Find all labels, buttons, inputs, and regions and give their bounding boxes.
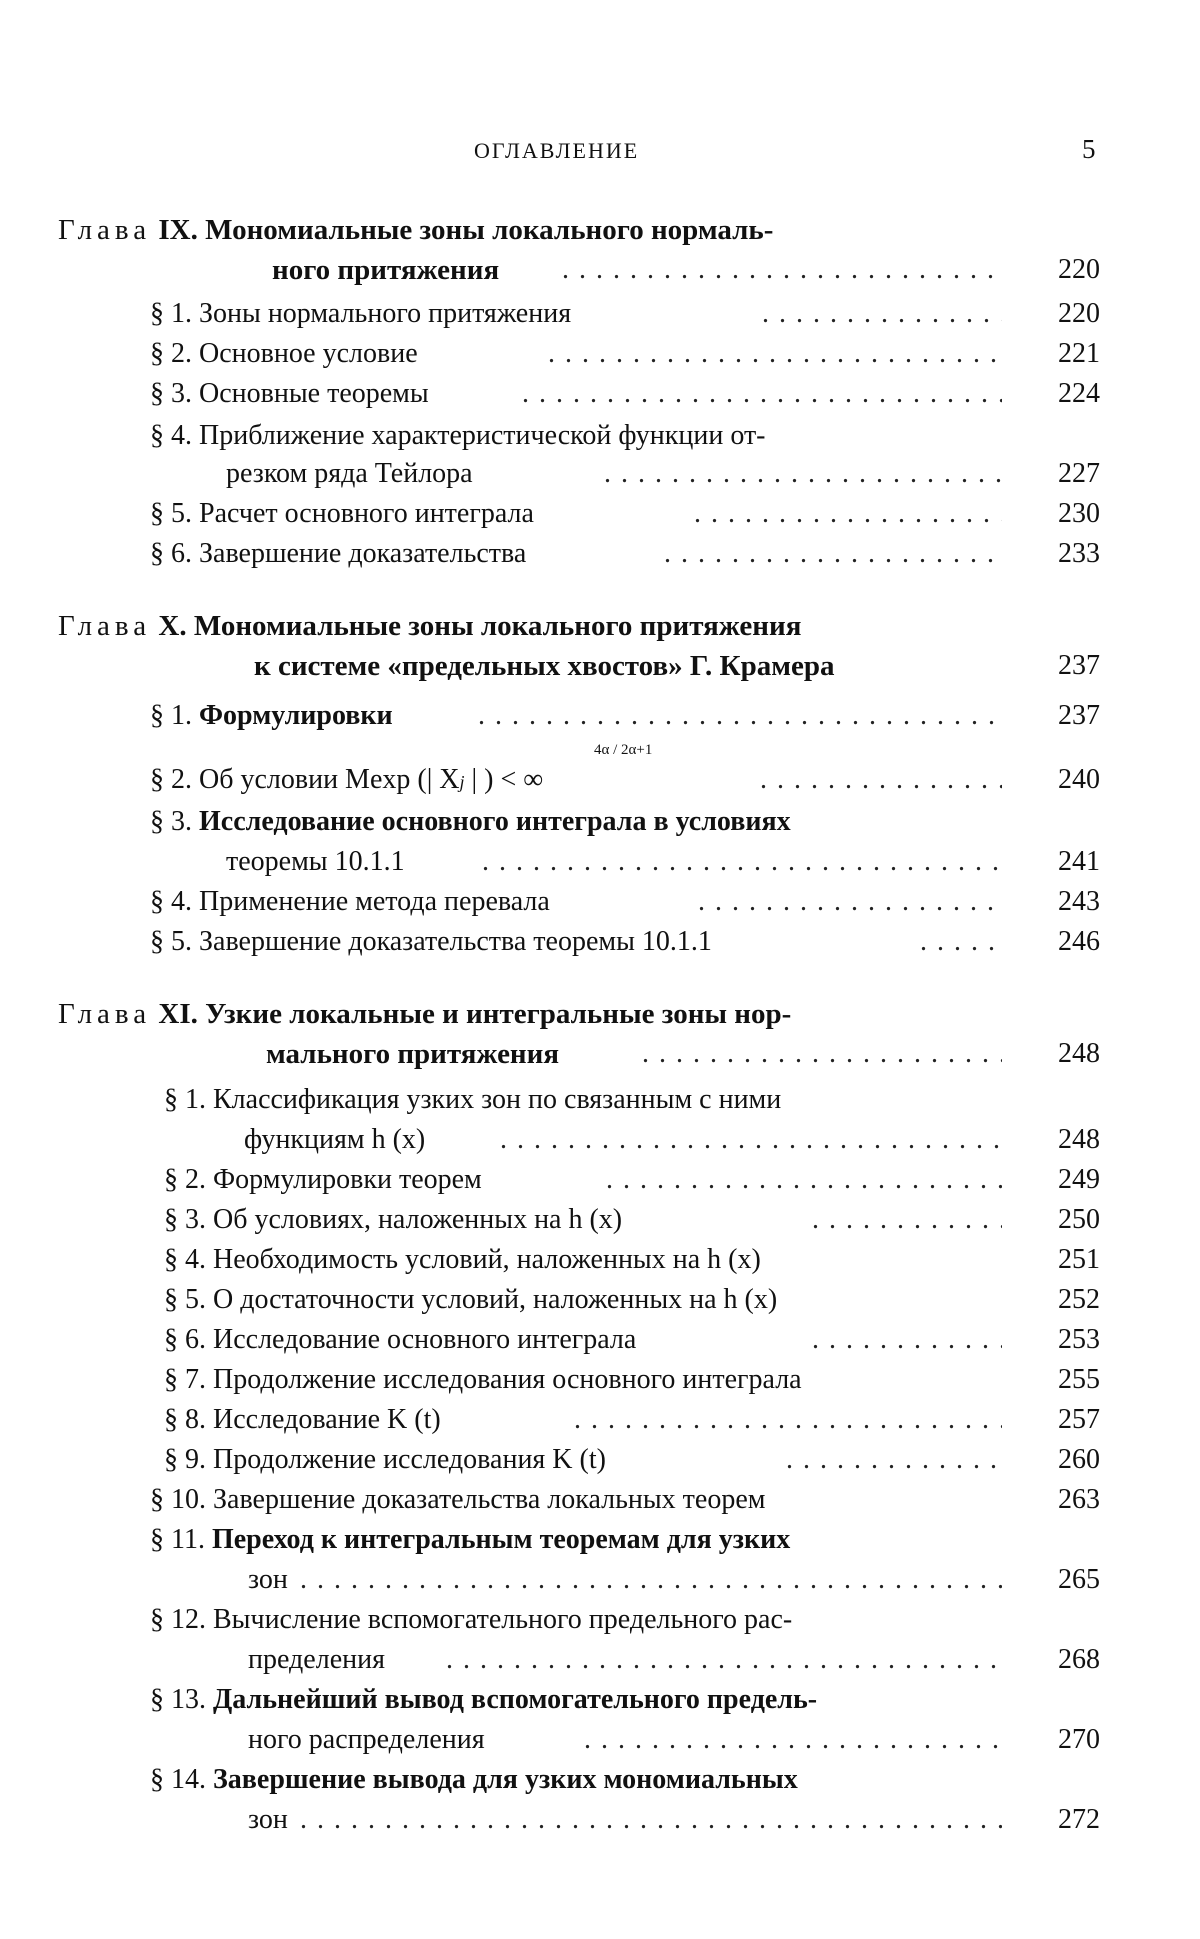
section-page: 221 [1020, 334, 1100, 374]
leader-dots: .................... [694, 494, 1002, 534]
chapter-label: Глава [58, 998, 151, 1030]
header-title: ОГЛАВЛЕНИЕ [474, 138, 639, 164]
chapter-title-cont: мального притяжения [266, 1034, 559, 1074]
section-number: § 4. [150, 420, 192, 451]
section-title: Об условии Mexp (| X [199, 764, 460, 795]
section-title: Расчет основного интеграла [199, 498, 534, 529]
section-number: § 2. [150, 764, 192, 795]
section-page: 243 [1020, 882, 1100, 922]
section-number: § 8. [164, 1404, 206, 1435]
section-title: Формулировки теорем [213, 1164, 482, 1195]
section-title: О достаточности условий, наложенных на h (x) [213, 1284, 777, 1315]
section-page: 233 [1020, 534, 1100, 574]
section-number: § 11. [150, 1524, 205, 1555]
chapter-title-cont: к системе «предельных хвостов» Г. Крамера [254, 646, 834, 686]
section-title: Завершение доказательства локальных теорем [213, 1484, 765, 1515]
page-header [0, 138, 1200, 172]
section-title: Дальнейший вывод вспомогательного предель- [213, 1684, 817, 1715]
section-title: Исследование K (t) [213, 1404, 441, 1435]
leader-dots: ............ [812, 1320, 1002, 1360]
leader-dots: ..... [920, 922, 1002, 962]
section-page: 237 [1020, 696, 1100, 736]
section-title: Необходимость условий, наложенных на h (x) [213, 1244, 761, 1275]
section-title-cont: функциям h (x) [244, 1120, 425, 1160]
chapter-page: 220 [1020, 250, 1100, 290]
toc-entry [150, 374, 429, 414]
section-page: 241 [1020, 842, 1100, 882]
section-number: § 1. [164, 1084, 206, 1115]
section-number: § 2. [150, 338, 192, 369]
section-title: Продолжение исследования основного интеграла [213, 1364, 802, 1395]
chapter-heading [58, 210, 773, 250]
section-page: 270 [1020, 1720, 1100, 1760]
section-page: 257 [1020, 1400, 1100, 1440]
toc-entry [150, 1680, 817, 1720]
leader-dots: ........................... [584, 1720, 1002, 1760]
leader-dots: ............................................ [300, 1800, 1002, 1840]
toc-entry [150, 416, 766, 456]
toc-entry [164, 1240, 761, 1280]
section-title: Приближение характеристической функции от- [199, 420, 766, 451]
section-page: 230 [1020, 494, 1100, 534]
section-number: § 1. [150, 700, 192, 731]
formula-subscript: j [460, 772, 465, 792]
toc-entry [150, 1520, 790, 1560]
section-page: 272 [1020, 1800, 1100, 1840]
toc-entry [164, 1160, 482, 1200]
section-page: 224 [1020, 374, 1100, 414]
leader-dots: ................. [698, 882, 1002, 922]
toc-entry [150, 534, 526, 574]
toc-entry [150, 294, 571, 334]
chapter-title-cont: ного притяжения [272, 250, 499, 290]
chapter-title: Узкие локальные и интегральные зоны нор- [205, 998, 791, 1030]
section-title-cont: пределения [248, 1640, 385, 1680]
section-title: Вычисление вспомогательного предельного рас- [213, 1604, 792, 1635]
leader-dots: ....................... [606, 1160, 1002, 1200]
section-number: § 4. [164, 1244, 206, 1275]
section-title-cont: резком ряда Тейлора [226, 454, 473, 494]
section-number: § 12. [150, 1604, 206, 1635]
section-number: § 5. [150, 498, 192, 529]
leader-dots: ............ [812, 1200, 1002, 1240]
leader-dots: .......................... [548, 334, 1002, 374]
chapter-page: 237 [1020, 646, 1100, 686]
toc-entry [150, 696, 393, 736]
toc-entry [150, 802, 791, 842]
toc-entry [150, 1480, 765, 1520]
toc-entry [164, 1360, 802, 1400]
section-number: § 6. [150, 538, 192, 569]
section-title: Применение метода перевала [199, 886, 550, 917]
section-title-cont: ного распределения [248, 1720, 485, 1760]
section-number: § 4. [150, 886, 192, 917]
toc-entry [150, 1760, 798, 1800]
leader-dots: ..................... [642, 1034, 1002, 1074]
section-title: Формулировки [199, 700, 393, 731]
toc-entry [150, 882, 550, 922]
section-title: Основные теоремы [199, 378, 429, 409]
section-number: § 9. [164, 1444, 206, 1475]
section-number: § 10. [150, 1484, 206, 1515]
section-title: Завершение доказательства [199, 538, 526, 569]
toc-entry [150, 760, 543, 802]
section-title: Основное условие [199, 338, 418, 369]
section-title: Завершение вывода для узких мономиальных [213, 1764, 798, 1795]
section-title-cont: зон [248, 1560, 288, 1600]
section-page: 268 [1020, 1640, 1100, 1680]
toc-entry [164, 1400, 441, 1440]
toc-entry [150, 494, 534, 534]
toc-entry [164, 1080, 781, 1120]
section-number: § 13. [150, 1684, 206, 1715]
leader-dots: .............. [762, 294, 1002, 334]
formula-tail: | ) < ∞ [472, 764, 544, 795]
section-page: 265 [1020, 1560, 1100, 1600]
leader-dots: ......................... [574, 1400, 1002, 1440]
chapter-title: Мономиальные зоны локального притяжения [194, 610, 802, 642]
leader-dots: ................................ [500, 1120, 1002, 1160]
section-title: Зоны нормального притяжения [199, 298, 571, 329]
section-title: Об условиях, наложенных на h (x) [213, 1204, 622, 1235]
leader-dots: .................................... [446, 1640, 1002, 1680]
section-page: 248 [1020, 1120, 1100, 1160]
section-number: § 2. [164, 1164, 206, 1195]
chapter-heading [58, 994, 791, 1034]
chapter-numeral: XI. [158, 998, 197, 1030]
leader-dots: .................................. [478, 696, 1002, 736]
leader-dots: .......................... [562, 250, 1002, 290]
section-page: 251 [1020, 1240, 1100, 1280]
toc-entry [150, 334, 418, 374]
section-title: Переход к интегральным теоремам для узких [212, 1524, 790, 1555]
section-number: § 14. [150, 1764, 206, 1795]
leader-dots: ...................... [664, 534, 1002, 574]
section-page: 246 [1020, 922, 1100, 962]
section-title: Исследование основного интеграла [213, 1324, 636, 1355]
section-number: § 1. [150, 298, 192, 329]
page-number: 5 [1082, 134, 1096, 165]
leader-dots: .......................... [604, 454, 1002, 494]
toc-entry [164, 1440, 606, 1480]
section-page: 260 [1020, 1440, 1100, 1480]
section-page: 240 [1020, 760, 1100, 800]
section-title-cont: теоремы 10.1.1 [226, 842, 405, 882]
section-page: 227 [1020, 454, 1100, 494]
toc-entry [164, 1320, 636, 1360]
section-page: 220 [1020, 294, 1100, 334]
section-title-cont: зон [248, 1800, 288, 1840]
section-page: 253 [1020, 1320, 1100, 1360]
leader-dots: .............. [760, 760, 1002, 800]
section-page: 250 [1020, 1200, 1100, 1240]
chapter-label: Глава [58, 214, 151, 246]
section-number: § 3. [164, 1204, 206, 1235]
section-title: Продолжение исследования K (t) [213, 1444, 606, 1475]
section-page: 249 [1020, 1160, 1100, 1200]
section-page: 252 [1020, 1280, 1100, 1320]
leader-dots: .............................. [482, 842, 1002, 882]
section-title: Исследование основного интеграла в условиях [199, 806, 791, 837]
chapter-title: Мономиальные зоны локального нормаль- [205, 214, 773, 246]
leader-dots: ............................................ [300, 1560, 1002, 1600]
leader-dots: ............................ [522, 374, 1002, 414]
leader-dots: .............. [786, 1440, 1002, 1480]
chapter-numeral: IX. [158, 214, 197, 246]
chapter-page: 248 [1020, 1034, 1100, 1074]
formula-exponent: 4α / 2α+1 [594, 742, 652, 759]
chapter-label: Глава [58, 610, 151, 642]
toc-entry [164, 1200, 622, 1240]
section-title: Завершение доказательства теоремы 10.1.1 [199, 926, 712, 957]
chapter-heading [58, 606, 801, 646]
section-number: § 3. [150, 806, 192, 837]
toc-entry [150, 1600, 792, 1640]
section-page: 255 [1020, 1360, 1100, 1400]
section-title: Классификация узких зон по связанным с ними [213, 1084, 781, 1115]
toc-entry [164, 1280, 777, 1320]
chapter-numeral: X. [158, 610, 186, 642]
section-number: § 5. [164, 1284, 206, 1315]
section-number: § 7. [164, 1364, 206, 1395]
section-number: § 6. [164, 1324, 206, 1355]
section-page: 263 [1020, 1480, 1100, 1520]
toc-entry [150, 922, 712, 962]
section-number: § 5. [150, 926, 192, 957]
section-number: § 3. [150, 378, 192, 409]
